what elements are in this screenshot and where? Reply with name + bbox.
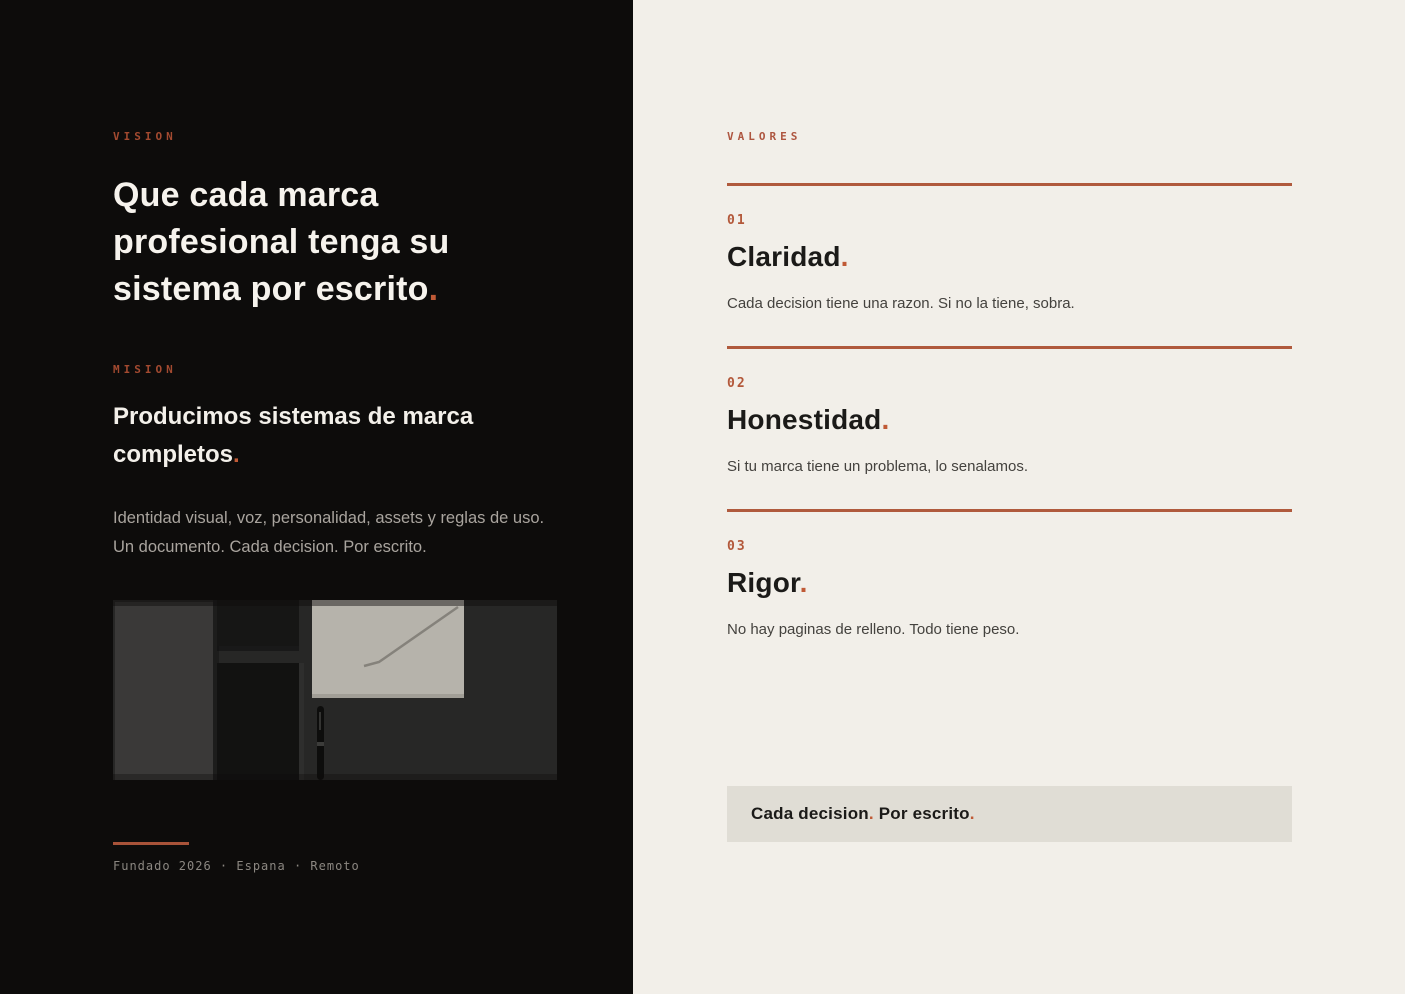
value-section-honestidad [727, 376, 1292, 477]
accent-period: . [868, 804, 874, 823]
founded-text: Fundado 2026 · Espana · Remoto [113, 859, 360, 873]
vision-label: VISION [113, 130, 177, 143]
vision-heading-line-3: sistema por escrito. [113, 270, 439, 308]
value-title: Rigor. [727, 567, 808, 598]
mision-label: MISION [113, 363, 177, 376]
vision-heading-line-2: profesional tenga su [113, 223, 450, 261]
value-description: Cada decision tiene una razon. Si no la tiene, sobra. [727, 295, 1075, 312]
value-divider [727, 509, 1292, 512]
accent-period: . [881, 404, 890, 435]
value-title: Claridad. [727, 241, 849, 272]
vision-heading [113, 172, 593, 313]
accent-period: . [840, 241, 849, 272]
value-description: No hay paginas de relleno. Todo tiene peso. [727, 621, 1020, 638]
mision-heading-line-1: Producimos sistemas de marca [113, 403, 474, 430]
accent-period: . [233, 441, 240, 468]
value-number: 02 [727, 376, 747, 391]
value-number: 03 [727, 539, 747, 554]
accent-period: . [799, 567, 808, 598]
value-divider [727, 183, 1292, 186]
value-section-claridad [727, 213, 1292, 314]
vision-heading-line-1: Que cada marca [113, 176, 379, 214]
mision-heading-line-2: completos. [113, 441, 240, 468]
value-number: 01 [727, 213, 747, 228]
stationery-photo-graphic [113, 600, 557, 780]
left-panel [0, 0, 633, 994]
statement-bar [727, 786, 1292, 842]
value-description: Si tu marca tiene un problema, lo senalamos. [727, 458, 1028, 475]
accent-period: . [969, 804, 975, 823]
right-panel [633, 0, 1405, 994]
value-divider [727, 346, 1292, 349]
value-section-rigor [727, 539, 1292, 640]
value-title: Honestidad. [727, 404, 890, 435]
mision-body: Identidad visual, voz, personalidad, assets y reglas de uso. Un documento. Cada decision. Por escrito. [113, 509, 545, 556]
mision-heading [113, 398, 593, 474]
stationery-photo [113, 600, 557, 780]
valores-label: VALORES [727, 130, 802, 143]
statement-text: Cada decision. Por escrito. [751, 804, 975, 823]
accent-period: . [428, 270, 439, 308]
footer-accent-line [113, 842, 189, 845]
